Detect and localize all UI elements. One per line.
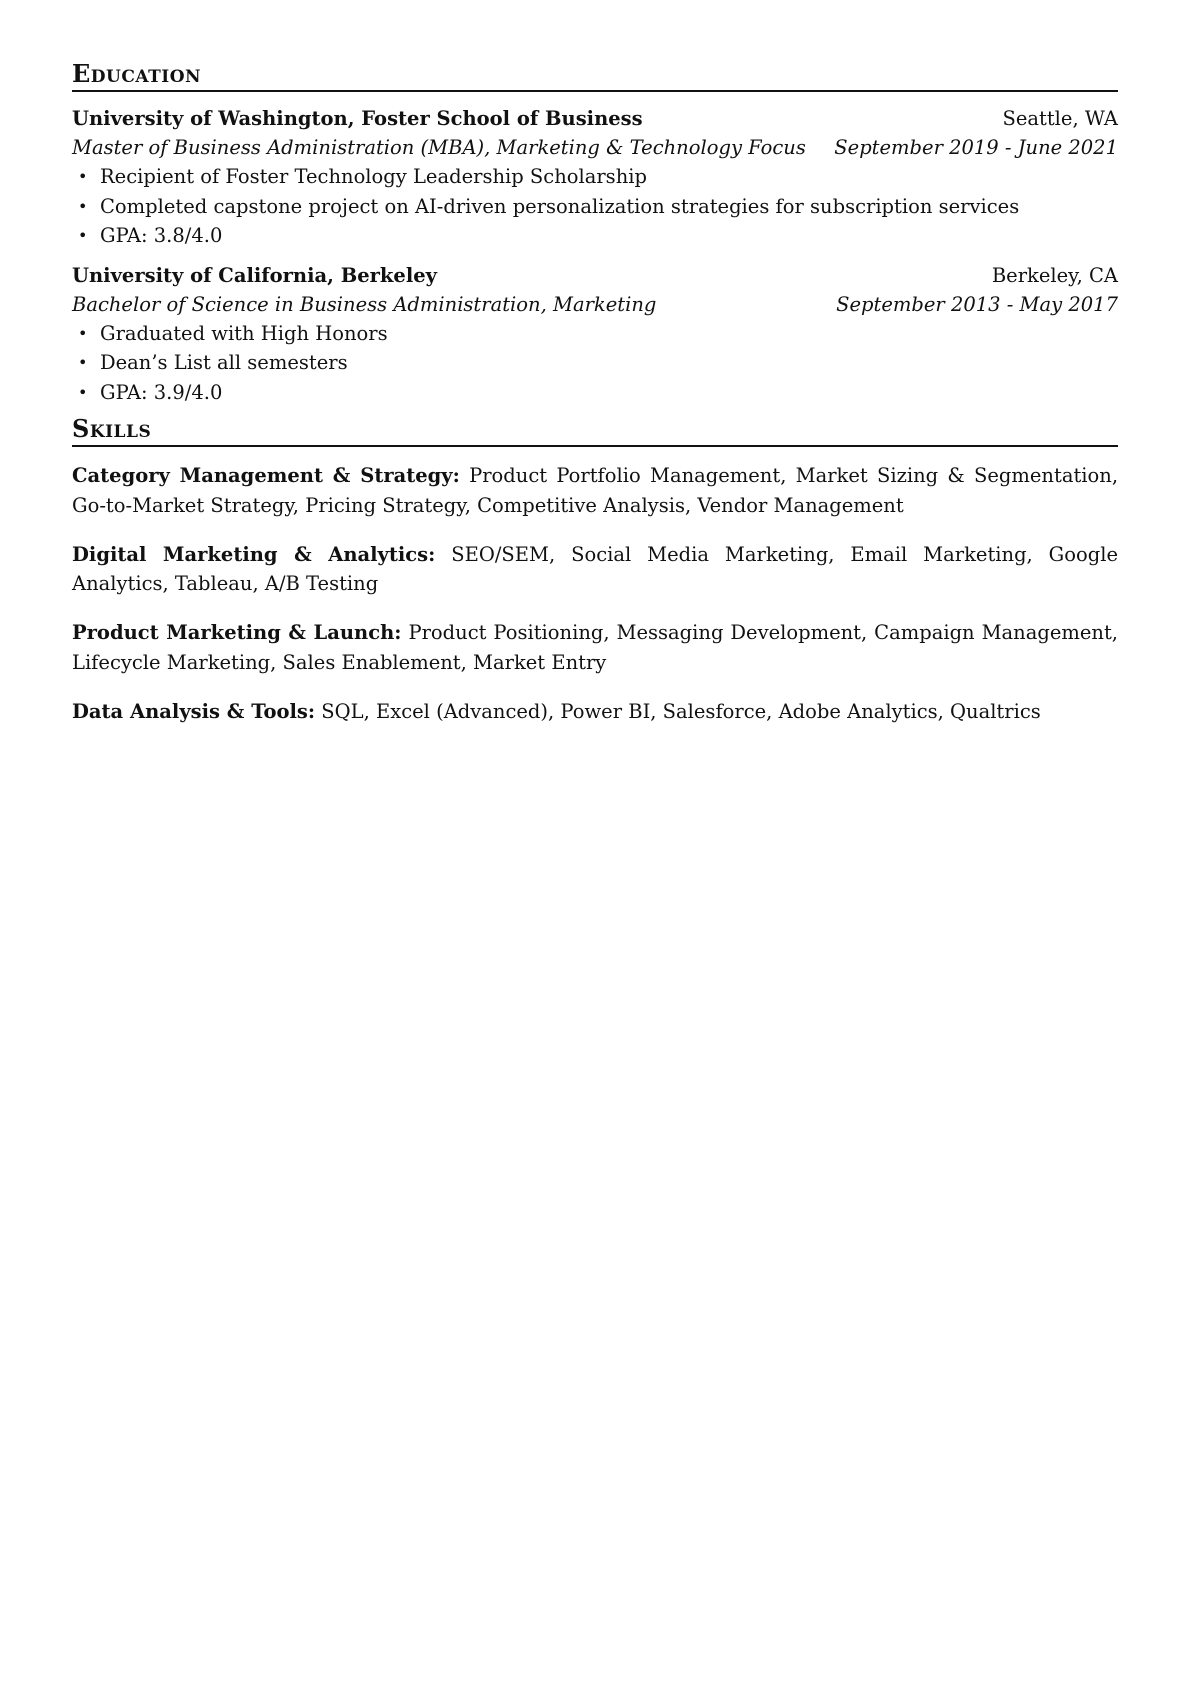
- list-item: [72, 378, 1118, 408]
- bullet-icon: •: [78, 323, 88, 343]
- institution-location: Seattle, WA: [1002, 107, 1118, 130]
- bullet-icon: •: [78, 382, 88, 402]
- list-item-text: GPA: 3.9/4.0: [100, 380, 223, 404]
- skill-group-label: Product Marketing & Launch:: [72, 621, 402, 644]
- education-entry-subheader: [72, 290, 1118, 319]
- list-item: [72, 221, 1118, 251]
- list-item: [72, 348, 1118, 378]
- list-item: [72, 192, 1118, 222]
- institution-name: University of California, Berkeley: [72, 263, 437, 287]
- degree-title: Master of Business Administration (MBA), Marketing & Technology Focus: [72, 136, 806, 159]
- skill-group: [72, 697, 1118, 727]
- education-bullet-list: [72, 319, 1118, 408]
- skill-group-label: Category Management & Strategy:: [72, 464, 460, 487]
- skill-group-items: SEO/SEM, Social Media Marketing, Email Marketing, Google Analytics, Tableau, A/B Testing: [72, 542, 1118, 595]
- skill-group-label: Data Analysis & Tools:: [72, 699, 316, 723]
- skills-section: [72, 414, 1119, 726]
- degree-title: Bachelor of Science in Business Administration, Marketing: [72, 292, 657, 316]
- skill-group-items: Product Portfolio Management, Market Sizing & Segmentation, Go-to-Market Strategy, Pricing Strategy, Competitive Analysis, Vendor Management: [72, 464, 1119, 517]
- list-item-text: Completed capstone project on AI-driven personalization strategies for subscription services: [100, 194, 1020, 218]
- education-dates: September 2013 - May 2017: [836, 292, 1118, 316]
- education-entry-header: [72, 104, 1118, 133]
- skill-group-items: SQL, Excel (Advanced), Power BI, Salesforce, Adobe Analytics, Qualtrics: [321, 699, 1041, 723]
- education-bullet-list: [72, 162, 1118, 251]
- skills-heading: Skills: [72, 417, 1118, 447]
- bullet-icon: •: [78, 353, 88, 372]
- education-entry-header: [72, 261, 1118, 290]
- institution-location: Berkeley, CA: [991, 263, 1118, 287]
- resume-page: [72, 59, 1119, 738]
- education-entry: [72, 104, 1118, 251]
- list-item: [72, 319, 1118, 349]
- list-item-text: Dean’s List all semesters: [100, 351, 348, 374]
- list-item: [72, 162, 1118, 192]
- education-section: [72, 59, 1118, 407]
- bullet-icon: •: [78, 196, 88, 216]
- bullet-icon: •: [78, 226, 88, 245]
- list-item-text: Recipient of Foster Technology Leadership Scholarship: [100, 165, 647, 188]
- list-item-text: Graduated with High Honors: [100, 321, 388, 345]
- skill-group: [72, 461, 1118, 520]
- institution-name: University of Washington, Foster School of Business: [72, 107, 643, 130]
- list-item-text: GPA: 3.8/4.0: [100, 224, 223, 247]
- skill-group-items: Product Positioning, Messaging Development, Campaign Management, Lifecycle Marketing, Sales Enablement, Market Entry: [72, 621, 1118, 674]
- skill-group: [72, 540, 1118, 599]
- skill-group: [72, 618, 1118, 677]
- bullet-icon: •: [78, 167, 88, 186]
- education-heading: Education: [72, 62, 1118, 92]
- skill-group-label: Digital Marketing & Analytics:: [72, 542, 436, 566]
- education-entry: [72, 261, 1118, 408]
- education-dates: September 2019 - June 2021: [834, 136, 1118, 159]
- education-entry-subheader: [72, 133, 1118, 162]
